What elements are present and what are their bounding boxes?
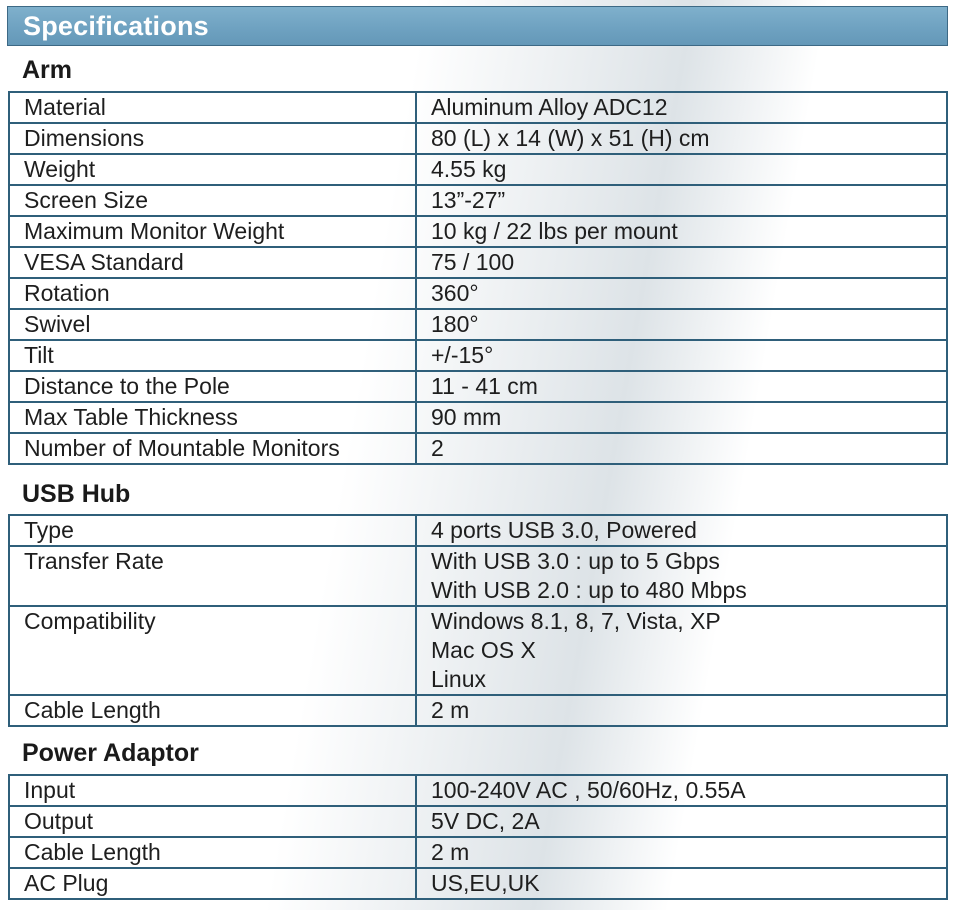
spec-value bbox=[416, 868, 947, 899]
spec-value bbox=[416, 775, 947, 806]
spec-row bbox=[9, 154, 947, 185]
spec-label: Screen Size bbox=[9, 185, 416, 216]
spec-value-line: 75 / 100 bbox=[431, 249, 515, 275]
spec-value-line: 2 m bbox=[431, 839, 470, 865]
spec-value bbox=[416, 185, 947, 216]
spec-value bbox=[416, 309, 947, 340]
spec-value-line: 100-240V AC , 50/60Hz, 0.55A bbox=[431, 777, 746, 803]
spec-value-line: 5V DC, 2A bbox=[431, 808, 540, 834]
spec-value bbox=[416, 606, 947, 695]
spec-row bbox=[9, 402, 947, 433]
spec-value-line: 13”-27” bbox=[431, 187, 506, 213]
spec-label: Weight bbox=[9, 154, 416, 185]
spec-row bbox=[9, 606, 947, 695]
spec-value-line: 4.55 kg bbox=[431, 156, 507, 182]
spec-value-line: 4 ports USB 3.0, Powered bbox=[431, 517, 697, 543]
spec-value-line: 90 mm bbox=[431, 404, 502, 430]
spec-label: Maximum Monitor Weight bbox=[9, 216, 416, 247]
section-title-usb-hub: USB Hub bbox=[22, 480, 131, 508]
spec-row bbox=[9, 278, 947, 309]
spec-value-line: 360° bbox=[431, 280, 479, 306]
spec-label: Rotation bbox=[9, 278, 416, 309]
spec-value bbox=[416, 433, 947, 464]
spec-value bbox=[416, 515, 947, 546]
spec-row bbox=[9, 216, 947, 247]
spec-label: Cable Length bbox=[9, 837, 416, 868]
spec-value-line: 2 bbox=[431, 435, 444, 461]
spec-value bbox=[416, 340, 947, 371]
spec-value bbox=[416, 806, 947, 837]
spec-value bbox=[416, 123, 947, 154]
spec-value bbox=[416, 92, 947, 123]
spec-row bbox=[9, 247, 947, 278]
power-adaptor-spec-table bbox=[8, 774, 948, 900]
spec-row bbox=[9, 309, 947, 340]
spec-label: Input bbox=[9, 775, 416, 806]
spec-value-line: With USB 3.0 : up to 5 Gbps bbox=[431, 548, 720, 574]
spec-row bbox=[9, 775, 947, 806]
spec-row bbox=[9, 868, 947, 899]
usb-hub-spec-table bbox=[8, 514, 948, 727]
spec-value-line: Windows 8.1, 8, 7, Vista, XP bbox=[431, 608, 721, 634]
spec-value bbox=[416, 371, 947, 402]
spec-value bbox=[416, 546, 947, 606]
spec-value bbox=[416, 837, 947, 868]
spec-label: Max Table Thickness bbox=[9, 402, 416, 433]
section-title-arm: Arm bbox=[22, 56, 73, 84]
spec-value bbox=[416, 278, 947, 309]
spec-label: Swivel bbox=[9, 309, 416, 340]
spec-row bbox=[9, 695, 947, 726]
section-title-power-adaptor: Power Adaptor bbox=[22, 739, 199, 767]
spec-value-line: +/-15° bbox=[431, 342, 494, 368]
spec-label: Number of Mountable Monitors bbox=[9, 433, 416, 464]
spec-row bbox=[9, 185, 947, 216]
spec-row bbox=[9, 515, 947, 546]
spec-value-line: With USB 2.0 : up to 480 Mbps bbox=[431, 577, 747, 603]
spec-value-line: 180° bbox=[431, 311, 479, 337]
spec-value bbox=[416, 695, 947, 726]
spec-label: Output bbox=[9, 806, 416, 837]
spec-label: VESA Standard bbox=[9, 247, 416, 278]
spec-label: Cable Length bbox=[9, 695, 416, 726]
spec-label: Material bbox=[9, 92, 416, 123]
spec-value-line: Aluminum Alloy ADC12 bbox=[431, 94, 668, 120]
spec-row bbox=[9, 123, 947, 154]
arm-spec-table bbox=[8, 91, 948, 465]
spec-value bbox=[416, 216, 947, 247]
spec-row bbox=[9, 92, 947, 123]
spec-value-line: Mac OS X bbox=[431, 637, 536, 663]
spec-row bbox=[9, 837, 947, 868]
spec-value-line: 11 - 41 cm bbox=[431, 373, 538, 399]
spec-value bbox=[416, 154, 947, 185]
spec-label: Distance to the Pole bbox=[9, 371, 416, 402]
spec-row bbox=[9, 806, 947, 837]
spec-value bbox=[416, 402, 947, 433]
spec-row bbox=[9, 371, 947, 402]
spec-label: Compatibility bbox=[9, 606, 416, 695]
spec-row bbox=[9, 340, 947, 371]
page-title: Specifications bbox=[23, 10, 209, 41]
spec-label: Type bbox=[9, 515, 416, 546]
spec-value-line: 80 (L) x 14 (W) x 51 (H) cm bbox=[431, 125, 710, 151]
spec-value-line: US,EU,UK bbox=[431, 870, 540, 896]
spec-label: Tilt bbox=[9, 340, 416, 371]
spec-value-line: Linux bbox=[431, 666, 486, 692]
spec-label: Transfer Rate bbox=[9, 546, 416, 606]
spec-row bbox=[9, 546, 947, 606]
spec-row bbox=[9, 433, 947, 464]
spec-label: Dimensions bbox=[9, 123, 416, 154]
spec-label: AC Plug bbox=[9, 868, 416, 899]
spec-value-line: 10 kg / 22 lbs per mount bbox=[431, 218, 678, 244]
specifications-header bbox=[7, 6, 948, 46]
spec-value bbox=[416, 247, 947, 278]
spec-value-line: 2 m bbox=[431, 697, 470, 723]
